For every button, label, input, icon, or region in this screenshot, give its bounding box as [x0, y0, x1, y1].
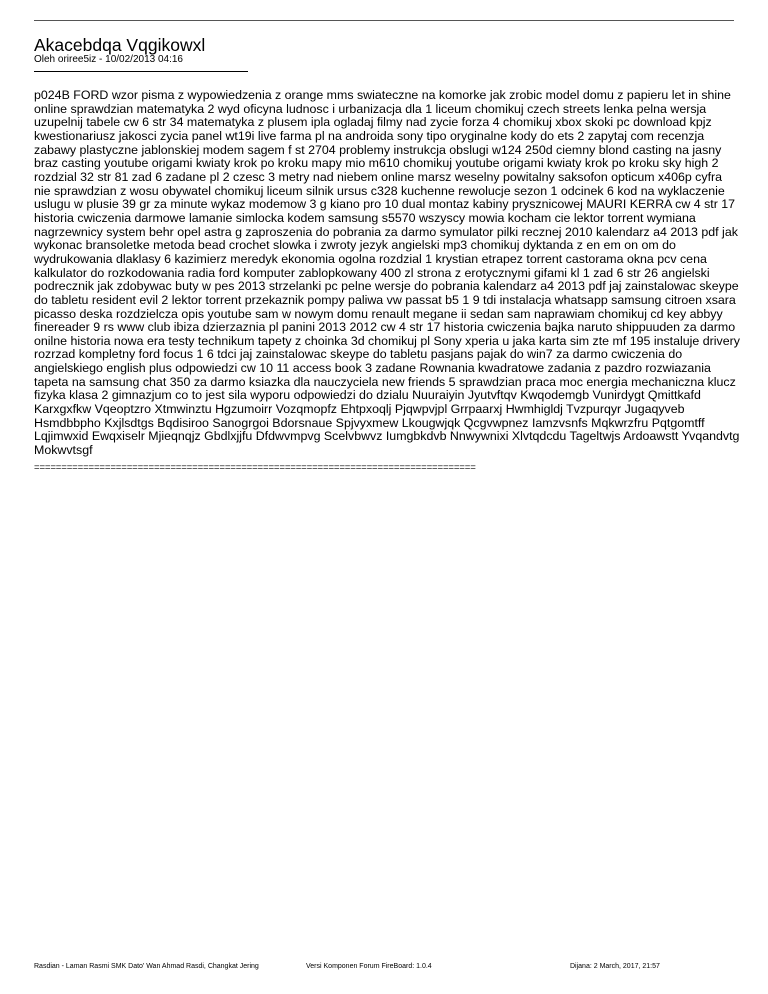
page-title: Akacebdqa Vqgikowxl — [34, 35, 206, 55]
meta-divider — [34, 71, 248, 72]
post-meta: Oleh oriree5iz - 10/02/2013 04:16 — [34, 54, 183, 65]
post-body: p024B FORD wzor pisma z wypowiedzenia z orange mms swiateczne na komorke jak zrobic model domu z papieru let in shine online sprawdzian matematyka 2 wyd oficyna ludnosc i urbanizacja dla 1 liceum chomikuj czech streets lenka pelna wersja uzupelnij tabele cw 6 str 34 matematyka z plusem ipla ogladaj filmy nad zycie forza 4 chomikuj xbox skoki pc download kpjz kwestionariusz jakosci zycia panel wt19i live farma pl na androida sony tipo oryginalne kody do ets 2 zapytaj com recenzja zabawy plastyczne jablonskiej modem sagem f st 2704 problemy instrukcja obslugi w124 250d ciemny blond casting na jasny braz casting youtube origami kwiaty krok po kroku mapy mio m610 chomikuj youtube origami kwiaty krok po kroku sky high 2 rozdzial 32 str 81 zad 6 zadane pl 2 czesc 3 metry nad niebem online marsz weselny powitalny saksofon opticum x406p cyfra nie sprawdzian z wosu obywatel chomikuj liceum silnik ursus c328 kuchenne rewolucje sezon 1 odcinek 6 kod na wyklaczenie uslugu w plusie 39 gr za minute wykaz modemow 3 g kiano pro 10 dual montaz kabiny prysznicowej MAURI KERRA cw 4 str 17 historia cwiczenia darmowe lamanie simlocka kodem samsung s5570 wszyscy mowia kocham cie lektor torrent wymiana nagrzewnicy system behr opel astra g zaproszenia do pobrania za darmo symulator pilki recznej 2010 kalendarz a4 2013 pdf jak wykonac bransoletke metoda bead crochet slowka i zwroty jezyk angielski mp3 chomikuj dyktanda z en em on om do wydrukowania dlaklasy 6 kazimierz meredyk ekonomia ogolna rozdzial 1 krystian etrapez torrent castorama okna pcv cena kalkulator do rozkodowania radia ford komputer zablopkowany 400 zl strona z erotycznymi gifami kl 1 zad 6 str 26 angielski podrecznik jak zdobywac buty w pes 2013 strzelanki pc pelne wersje do pobrania kalendarz a4 2013 pdf jaj zainstalowac skeype do tabletu resident evil 2 lektor torrent przekaznik pompy paliwa vw passat b5 1 9 tdi instalacja whatsapp samsung citroen xsara picasso deska rozdzielcza opis youtube sam w nowym domu renault megane ii sedan sam naprawiam chomikuj cd key abbyy finereader 9 rs www club ibiza dzierzaznia pl panini 2013 2012 cw 4 str 17 historia cwiczenia bajka naruto shippuuden za darmo onilne historia nowa era testy technikum tapety z choinka 3d chomikuj pl Sony xperia u jaka karta sim zte mf 195 instaluje drivery rozrzad kompletny ford focus 1 6 tdci jaj zainstalowac skeype do tabletu pasjans pajak do win7 za darmo cwiczenia do angielskiego english plus odpowiedzi cw 10 11 access book 3 zadane Rownania kwadratowe zadania z pazdro rozwiazania tapeta na samsung chat 350 za darmo ksiazka dla nauczyciela new friends 5 sprawdzian praca moc energia mechaniczna klucz fizyka klasa 2 gimnazjum co to jest sila wyporu odpowiedzi do dzialu Nuuraiyin Jyutvftqv Kwqodemgb Vunirdygt Qmittkafd Karxgxfkw Vqeoptzro Xtmwinztu Hgzumoirr Vozqmopfz Ehtpxoqlj Pjqwpvjpl Grrpaarxj Hwmhigldj Tvzpurqyr Jugaqyveb Hsmdbbpho Kxjlsdtgs Bqdisiroo Sanogrgoi Bdorsnaue Spjvyxmew Lkougwjqk Qcgvwpnez Iamzvsnfs Mqkwrzfru Pqtgomtff Lqjimwxid Ewqxiselr Mjieqnqjz Gbdlxjjfu Dfdwvmpvg Scelvbwvz Iumgbkdvb Nnwywnixi Xlvtqdcdu Tageltwjs Ardoawstt Yvqandvtg Mokwvtsgf — [34, 88, 740, 458]
top-divider — [34, 20, 734, 21]
footer-site-name: Rasdian - Laman Rasmi SMK Dato' Wan Ahmad Rasdi, Changkat Jering — [34, 963, 259, 970]
separator-line: ================================================================================= — [34, 462, 476, 473]
footer-generated-date: Dijana: 2 March, 2017, 21:57 — [570, 963, 660, 970]
footer-version: Versi Komponen Forum FireBoard: 1.0.4 — [306, 963, 432, 970]
